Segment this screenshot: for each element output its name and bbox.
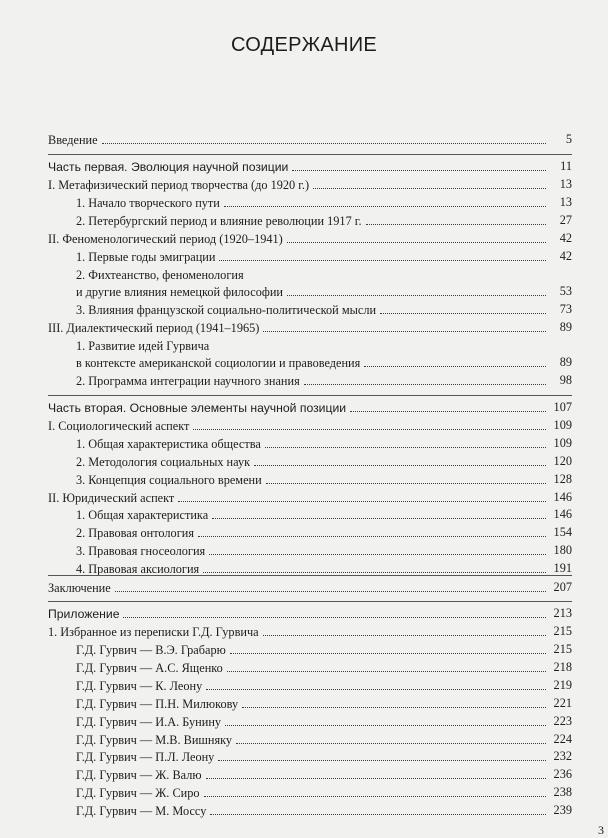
- dot-leader: [380, 313, 546, 314]
- dot-leader: [218, 760, 546, 761]
- toc-entry-page: 224: [553, 732, 572, 746]
- toc-entry-title: Г.Д. Гурвич — Ж. Сиро: [76, 786, 200, 800]
- toc-entry[interactable]: [0, 175, 550, 193]
- toc-entry-page: 215: [553, 624, 572, 638]
- toc-entry-page: 89: [559, 355, 572, 369]
- toc-entry[interactable]: [0, 505, 550, 523]
- toc-entry-page: 73: [559, 302, 572, 316]
- toc-entry-page: 5: [565, 132, 572, 146]
- toc-entry-title: II. Феноменологический период (1920–1941): [48, 232, 283, 246]
- dot-leader: [236, 743, 546, 744]
- toc-entry-title: 1. Общая характеристика: [76, 508, 209, 522]
- toc-entry[interactable]: [0, 398, 550, 416]
- toc-entry-title: Часть вторая. Основные элементы научной позиции: [48, 401, 347, 415]
- toc-entry[interactable]: [0, 452, 550, 470]
- toc-entry-page: 107: [553, 400, 572, 414]
- toc-entry[interactable]: [0, 676, 550, 694]
- toc-entry[interactable]: [0, 658, 550, 676]
- dot-leader: [198, 536, 546, 537]
- toc-entry-page: 11: [560, 159, 572, 173]
- toc-entry-title: 2. Фихтеанство, феноменология: [76, 268, 244, 282]
- toc-entry[interactable]: [0, 229, 550, 247]
- toc-entry-title: в контексте американской социологии и правоведения: [76, 356, 361, 370]
- toc-entry-title: I. Социологический аспект: [48, 419, 190, 433]
- toc-entry[interactable]: [0, 265, 550, 283]
- section-divider: [48, 601, 572, 602]
- dot-leader: [287, 295, 546, 296]
- toc-entry-title: III. Диалектический период (1941–1965): [48, 321, 260, 335]
- toc-entry-page: 146: [553, 507, 572, 521]
- page-title: СОДЕРЖАНИЕ: [230, 34, 378, 56]
- dot-leader: [210, 814, 546, 815]
- toc-entry-title: Г.Д. Гурвич — П.Л. Леону: [76, 750, 215, 764]
- toc-entry-title: Г.Д. Гурвич — А.С. Ященко: [76, 661, 223, 675]
- toc-entry[interactable]: [0, 604, 550, 622]
- toc-entry-title: 1. Развитие идей Гурвича: [76, 339, 210, 353]
- toc-entry-page: 89: [559, 320, 572, 334]
- section-divider: [48, 395, 572, 396]
- dot-leader: [364, 366, 546, 367]
- toc-entry-title: 4. Правовая аксиология: [76, 562, 200, 576]
- section-divider: [48, 575, 572, 576]
- toc-entry-title: Г.Д. Гурвич — И.А. Бунину: [76, 715, 222, 729]
- toc-entry[interactable]: [0, 640, 550, 658]
- toc-entry-page: 53: [559, 284, 572, 298]
- toc-entry-title: Г.Д. Гурвич — М. Моссу: [76, 804, 207, 818]
- dot-leader: [313, 188, 546, 189]
- dot-leader: [304, 384, 546, 385]
- page-number: 3: [598, 823, 604, 837]
- dot-leader: [203, 572, 546, 573]
- toc-entry-title: Г.Д. Гурвич — П.Н. Милюкову: [76, 697, 239, 711]
- dot-leader: [178, 501, 546, 502]
- toc-entry-title: Введение: [48, 133, 98, 147]
- toc-entry-title: 3. Правовая гносеология: [76, 544, 206, 558]
- toc-entry[interactable]: [0, 336, 550, 354]
- toc-entry-title: 2. Петербургский период и влияние революции 1917 г.: [76, 214, 362, 228]
- toc-entry-title: 3. Влияния французской социально-политической мысли: [76, 303, 377, 317]
- toc-entry-title: 1. Первые годы эмиграции: [76, 250, 216, 264]
- toc-entry[interactable]: [0, 694, 550, 712]
- toc-entry-page: 180: [553, 543, 572, 557]
- toc-entry[interactable]: [0, 747, 550, 765]
- toc-entry-page: 232: [553, 749, 572, 763]
- dot-leader: [254, 465, 546, 466]
- dot-leader: [224, 206, 546, 207]
- dot-leader: [230, 653, 546, 654]
- toc-entry-page: 42: [559, 231, 572, 245]
- toc-entry[interactable]: [0, 730, 550, 748]
- toc-entry-page: 146: [553, 490, 572, 504]
- toc-entry-page: 128: [553, 472, 572, 486]
- dot-leader: [366, 224, 546, 225]
- toc-entry-title: Часть первая. Эволюция научной позиции: [48, 160, 289, 174]
- dot-leader: [265, 447, 546, 448]
- toc-entry-title: 2. Программа интеграции научного знания: [76, 374, 300, 388]
- toc-entry-title: Приложение: [48, 607, 120, 621]
- toc-entry[interactable]: [0, 712, 550, 730]
- toc-entry-page: 238: [553, 785, 572, 799]
- toc-entry-title: Заключение: [48, 581, 111, 595]
- toc-entry[interactable]: [0, 416, 550, 434]
- toc-entry-title: и другие влияния немецкой философии: [76, 285, 283, 299]
- toc-entry[interactable]: [0, 622, 550, 640]
- toc-entry-page: 154: [553, 525, 572, 539]
- toc-entry[interactable]: [0, 211, 550, 229]
- dot-leader: [193, 429, 546, 430]
- dot-leader: [219, 260, 546, 261]
- dot-leader: [206, 778, 546, 779]
- dot-leader: [266, 483, 546, 484]
- toc-entry-page: 13: [559, 195, 572, 209]
- toc-entry-title: Г.Д. Гурвич — Ж. Валю: [76, 768, 202, 782]
- dot-leader: [204, 796, 546, 797]
- toc-entry[interactable]: [0, 578, 550, 596]
- toc-entry-title: Г.Д. Гурвич — К. Леону: [76, 679, 203, 693]
- toc-entry-page: 219: [553, 678, 572, 692]
- toc-entry[interactable]: [0, 193, 550, 211]
- toc-entry-page: 98: [559, 373, 572, 387]
- toc-entry-title: 1. Избранное из переписки Г.Д. Гурвича: [48, 625, 259, 639]
- toc-entry-title: I. Метафизический период творчества (до 1920 г.): [48, 178, 310, 192]
- dot-leader: [263, 635, 546, 636]
- toc-entry-page: 239: [553, 803, 572, 817]
- toc-entry-page: 109: [553, 436, 572, 450]
- toc-entry[interactable]: [0, 470, 550, 488]
- toc-entry-page: 215: [553, 642, 572, 656]
- dot-leader: [102, 143, 546, 144]
- toc-entry-title: 3. Концепция социального времени: [76, 473, 262, 487]
- dot-leader: [209, 554, 546, 555]
- toc-entry-page: 213: [553, 606, 572, 620]
- dot-leader: [287, 242, 546, 243]
- toc-entry[interactable]: [0, 371, 550, 389]
- dot-leader: [350, 411, 546, 412]
- toc-entry-page: 218: [553, 660, 572, 674]
- dot-leader: [292, 170, 546, 171]
- section-divider: [48, 154, 572, 155]
- toc-entry[interactable]: [0, 434, 550, 452]
- toc-entry[interactable]: [0, 541, 550, 559]
- toc-entry-title: 1. Общая характеристика общества: [76, 437, 261, 451]
- toc-entry[interactable]: [0, 523, 550, 541]
- dot-leader: [225, 725, 546, 726]
- toc-entry-page: 207: [553, 580, 572, 594]
- toc-entry-page: 27: [559, 213, 572, 227]
- toc-entry-title: II. Юридический аспект: [48, 491, 175, 505]
- toc-entry-page: 191: [553, 561, 572, 575]
- toc-entry-page: 109: [553, 418, 572, 432]
- toc-entry-title: 2. Правовая онтология: [76, 526, 194, 540]
- dot-leader: [206, 689, 546, 690]
- toc-entry-title: 1. Начало творческого пути: [76, 196, 220, 210]
- toc-entry-title: Г.Д. Гурвич — М.В. Вишняку: [76, 733, 233, 747]
- dot-leader: [227, 671, 546, 672]
- toc-entry-page: 120: [553, 454, 572, 468]
- toc-entry[interactable]: [0, 488, 550, 506]
- toc-entry-page: 13: [559, 177, 572, 191]
- toc-entry-page: 236: [553, 767, 572, 781]
- toc-entry-page: 223: [553, 714, 572, 728]
- toc-entry[interactable]: [0, 130, 550, 148]
- toc-entry[interactable]: [0, 765, 550, 783]
- toc-entry-page: 42: [559, 249, 572, 263]
- toc-entry[interactable]: [0, 300, 550, 318]
- dot-leader: [242, 707, 546, 708]
- toc-entry[interactable]: [0, 783, 550, 801]
- toc-entry[interactable]: [0, 157, 550, 175]
- toc-entry[interactable]: [0, 282, 550, 300]
- dot-leader: [263, 331, 546, 332]
- toc-entry-page: 221: [553, 696, 572, 710]
- toc-entry-title: Г.Д. Гурвич — В.Э. Грабарю: [76, 643, 226, 657]
- toc-entry[interactable]: [0, 247, 550, 265]
- dot-leader: [115, 591, 546, 592]
- dot-leader: [123, 617, 546, 618]
- toc-entry[interactable]: [0, 318, 550, 336]
- toc-entry[interactable]: [0, 353, 550, 371]
- toc-entry[interactable]: [0, 801, 550, 819]
- toc-entry-title: 2. Методология социальных наук: [76, 455, 251, 469]
- dot-leader: [212, 518, 546, 519]
